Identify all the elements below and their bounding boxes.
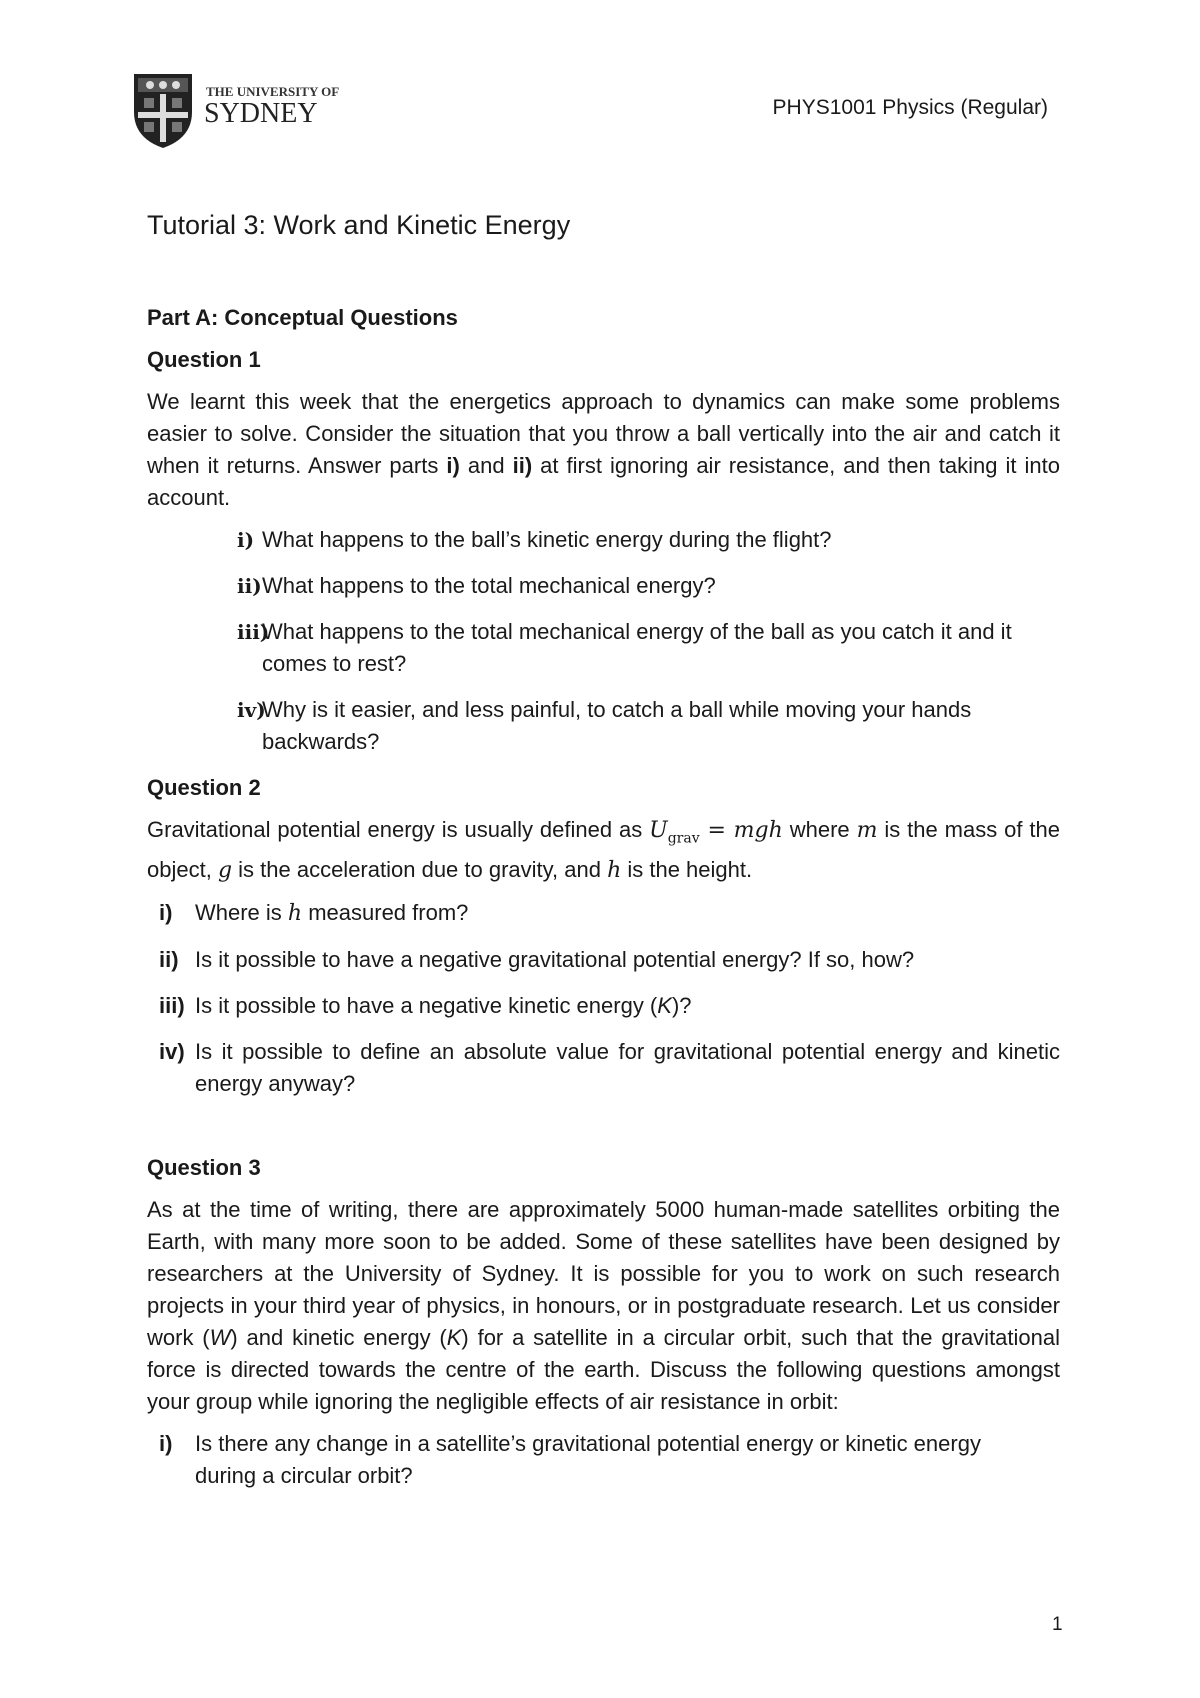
item-text: Why is it easier, and less painful, to catch a ball while moving your hands backwards? [262,697,972,754]
q1-intro-text-1: We learnt this week that the energetics approach to dynamics can make some problems easier to solve. Consider the situation that you throw a ball vertically into the air and catch it when it returns. Answer parts [147,389,1060,478]
list-item [147,944,1060,976]
question-2-heading: Question 2 [147,775,261,800]
item-number: iii) [237,620,270,644]
q3-intro-text-2: ) and kinetic energy ( [230,1325,447,1351]
item-number: i) [159,900,173,926]
item-text: What happens to the total mechanical energy of the ball as you catch it and it comes to rest? [262,619,1012,676]
item-number: iv) [237,698,266,722]
q1-intro-text-2: at first ignoring air resistance, and then taking it into account. [147,453,1061,510]
q2-intro-text-4: is the acceleration due to gravity, and [232,857,608,883]
list-item [147,1036,1060,1100]
part-a-heading: Part A: Conceptual Questions [147,305,458,330]
logo-sydney-label: SYDNEY [204,98,318,129]
list-item [147,1428,995,1492]
course-code: PHYS1001 Physics (Regular) [772,96,1048,119]
item-text: Is it possible to define an absolute value for gravitational potential energy and kinetic energy anyway? [195,1039,1060,1097]
item-text: What happens to the ball’s kinetic energy during the flight? [262,527,832,552]
item-text: Is it possible to have a negative gravitational potential energy? If so, how? [195,947,915,973]
q3-intro-text-3: ) for a satellite in a circular orbit, such that the gravitational force is directed towards the centre of the earth. Discuss the following questions amongst your group while ignoring the negligible effects of air resistance in orbit: [147,1325,1061,1415]
question-1-intro [147,386,1060,514]
page-number: 1 [1052,1614,1063,1635]
item-text-pre: Where is [195,900,288,926]
var-w: W [209,1325,231,1351]
q1-intro-ref-ii: ii) [512,453,533,478]
item-text-pre: Is it possible to have a negative kinetic energy ( [195,993,658,1019]
list-item [147,524,1060,556]
list-item [147,990,1060,1022]
question-2-list [147,897,1060,1100]
item-number: iv) [159,1039,185,1065]
var-g: g [217,858,233,884]
q1-intro-and: and [459,453,513,478]
var-k: K [446,1325,462,1351]
eq-sub: grav [667,830,700,847]
item-number: i) [159,1431,173,1457]
list-item [147,570,1060,602]
q3-intro-text-1: As at the time of writing, there are approximately 5000 human-made satellites orbiting the Earth, with many more soon to be added. Some of these satellites have been designed by researchers at the University of Sydney. It is possible for you to work on such research projects in your third year of physics, in honours, or in postgraduate research. Let us consider work ( [147,1197,1060,1351]
item-number: ii) [159,947,179,973]
question-3-intro [147,1194,1060,1418]
section-spacer [147,1114,1060,1152]
tutorial-content [147,302,1060,1506]
question-1-heading: Question 1 [147,347,261,372]
item-number: iii) [159,993,185,1019]
q2-intro-text-5: is the height. [621,857,753,883]
university-logo [130,70,350,150]
item-text-post: measured from? [302,900,469,926]
q2-intro-text-1: Gravitational potential energy is usually defined as [147,817,650,842]
logo-university-label: THE UNIVERSITY OF [206,84,340,99]
q2-intro-text-2: where [782,817,857,842]
list-item [147,897,1060,930]
item-text: Is there any change in a satellite’s gravitational potential energy or kinetic energy during a circular orbit? [195,1431,981,1489]
var-m: m [856,818,878,843]
item-var: K [657,993,672,1019]
q2-intro-text-3: is the mass of the object, [147,817,1060,883]
item-number: ii) [237,574,262,598]
item-text: What happens to the total mechanical energy? [262,573,716,598]
question-1-list [147,524,1060,758]
question-3-heading: Question 3 [147,1155,261,1181]
eq-rest: = mgh [699,818,783,843]
var-h: h [607,858,622,884]
item-number: i) [237,528,255,552]
list-item [147,694,1042,758]
item-text-post: )? [671,993,692,1019]
university-crest-icon [130,70,350,150]
list-item [147,616,1042,680]
equation-u-grav [649,818,783,847]
q1-intro-ref-i: i) [446,453,460,478]
question-2-intro [147,814,1060,887]
question-3-list [147,1428,1060,1492]
eq-u: U [649,818,668,843]
page-title: Tutorial 3: Work and Kinetic Energy [147,210,571,240]
item-var: h [287,901,303,927]
